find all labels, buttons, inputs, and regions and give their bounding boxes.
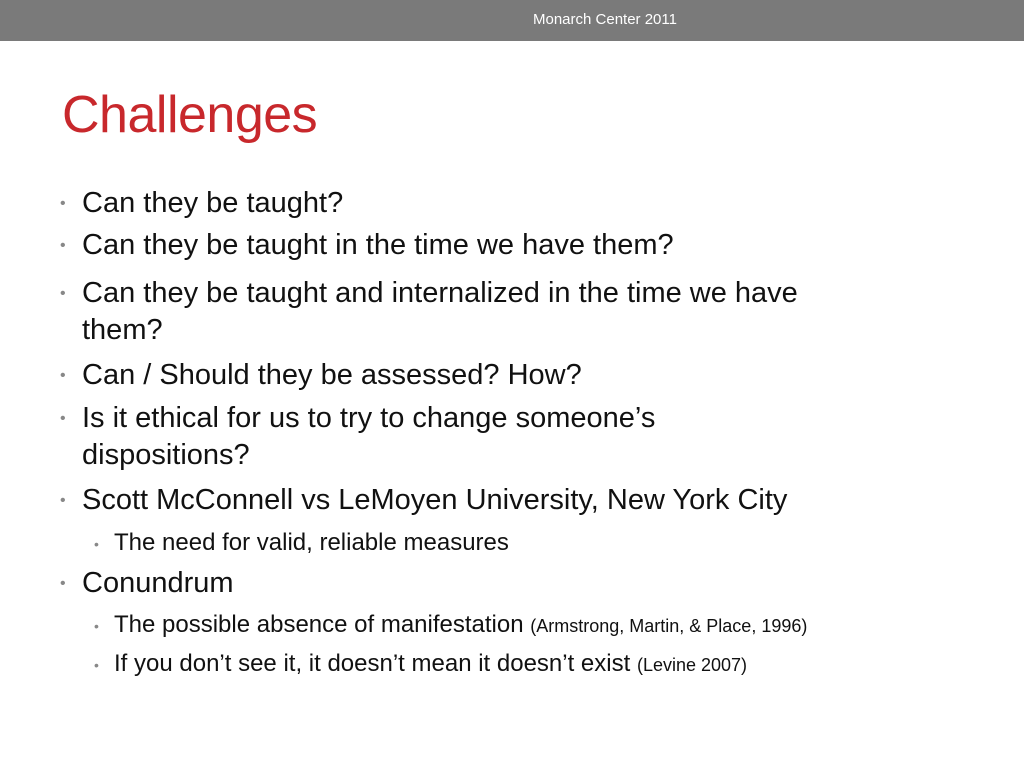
bullet-text: Can they be taught? (82, 187, 344, 219)
bullet-dot-icon: • (60, 410, 66, 427)
citation: (Armstrong, Martin, & Place, 1996) (530, 616, 808, 636)
sub-bullet-text: The possible absence of manifestation (114, 611, 531, 638)
header-text: Monarch Center 2011 (533, 11, 677, 28)
bullet-text: Can / Should they be assessed? How? (82, 359, 582, 391)
bullet-text-line-1: Is it ethical for us to try to change someone’s (82, 402, 656, 434)
sub-bullet-item (94, 609, 808, 642)
bullet-dot-icon: • (60, 367, 66, 384)
sub-bullet-text: The need for valid, reliable measures (114, 529, 509, 556)
sub-bullet-dot-icon: • (94, 536, 99, 552)
bullet-text-line-1: Can they be taught and internalized in the time we have (82, 277, 798, 309)
bullet-item (60, 565, 962, 602)
citation: (Levine 2007) (636, 655, 748, 675)
bullet-text-line-2: dispositions? (82, 439, 250, 471)
sub-bullet-dot-icon: • (94, 657, 99, 673)
bullet-dot-icon: • (60, 285, 66, 302)
bullet-text-line-2: them? (82, 314, 163, 346)
sub-bullet-dot-icon: • (94, 618, 99, 634)
bullet-text: Conundrum (82, 567, 234, 599)
bullet-dot-icon: • (60, 237, 66, 254)
bullet-dot-icon: • (60, 575, 66, 592)
bullet-item (60, 357, 962, 394)
bullet-item (60, 185, 962, 222)
bullet-item (60, 482, 962, 519)
bullet-item (60, 227, 962, 264)
bullet-dot-icon: • (60, 195, 66, 212)
sub-bullet-text: If you don’t see it, it doesn’t mean it doesn’t exist (114, 650, 637, 677)
bullet-item (60, 400, 962, 474)
bullet-text: Can they be taught in the time we have them? (82, 229, 674, 261)
sub-bullet-item (94, 527, 509, 559)
bullet-item (60, 275, 962, 349)
slide-title: Challenges (62, 86, 318, 144)
bullet-text: Scott McConnell vs LeMoyen University, New York City (82, 484, 788, 516)
bullet-dot-icon: • (60, 492, 66, 509)
sub-bullet-item (94, 648, 748, 681)
